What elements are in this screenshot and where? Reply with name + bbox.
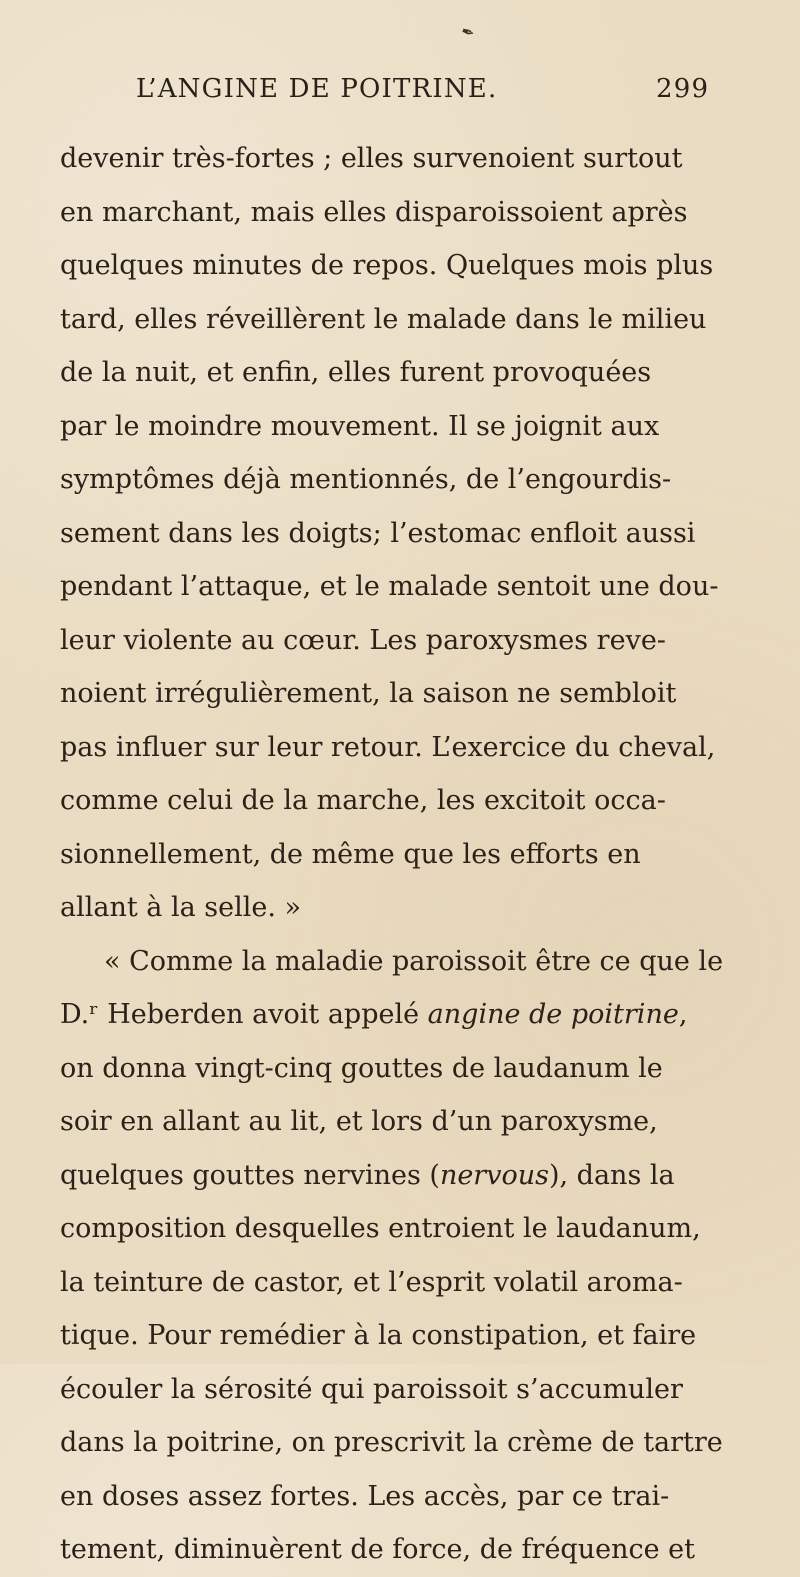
running-header [136, 74, 736, 114]
text-line [60, 186, 770, 240]
line-text: quelques gouttes nervines ( [60, 1159, 440, 1191]
ink-mark: ✒ [458, 21, 478, 44]
line-text: tement, diminuèrent de force, de fréquence et [60, 1534, 695, 1565]
line-text: la teinture de castor, et l’esprit volatil aroma- [60, 1266, 683, 1298]
italic-term: angine de poitrine [427, 999, 679, 1030]
line-text: noient irrégulièrement, la saison ne sembloit [60, 678, 677, 709]
line-text: tique. Pour remédier à la constipation, et faire [60, 1320, 697, 1351]
line-text: D.ʳ Heberden avoit appelé [60, 999, 428, 1030]
line-text: « Comme la maladie paroissoit être ce que le [104, 945, 724, 977]
line-text: , [678, 999, 688, 1030]
text-line [60, 1416, 770, 1470]
line-text: écouler la sérosité qui paroissoit s’accumuler [60, 1373, 683, 1405]
line-text: en marchant, mais elles disparoissoient après [60, 196, 688, 228]
line-text: sement dans les doigts; l’estomac enfloit aussi [60, 517, 696, 549]
text-line [60, 667, 770, 721]
line-text: soir en allant au lit, et lors d’un paroxysme, [60, 1106, 658, 1137]
line-text: leur violente au cœur. Les paroxysmes reve- [60, 624, 666, 656]
line-text: pendant l’attaque, et le malade sentoit une dou- [60, 571, 719, 602]
line-text: ), dans la [548, 1159, 675, 1191]
line-text: symptômes déjà mentionnés, de l’engourdis- [60, 464, 672, 495]
line-text: tard, elles réveillèrent le malade dans le milieu [60, 303, 707, 335]
line-text: composition desquelles entroient le laudanum, [60, 1213, 701, 1244]
text-line [60, 1470, 770, 1524]
text-line [60, 881, 770, 935]
paragraph-start-line [60, 935, 800, 989]
line-text: dans la poitrine, on prescrivit la crème de tartre [60, 1427, 723, 1458]
text-line [60, 293, 770, 347]
text-line [60, 1363, 770, 1417]
page-number: 299 [656, 74, 710, 104]
italic-term: nervous [439, 1159, 549, 1191]
text-line [60, 400, 770, 454]
body-text [60, 132, 770, 1577]
text-line [60, 774, 770, 828]
text-line [60, 614, 770, 668]
text-line [60, 1149, 770, 1203]
line-text: par le moindre mouvement. Il se joignit aux [60, 410, 660, 442]
line-text: pas influer sur leur retour. L’exercice du cheval, [60, 731, 716, 763]
line-text: comme celui de la marche, les excitoit occa- [60, 785, 666, 816]
line-text: allant à la selle. » [60, 892, 302, 923]
running-head-title: L’ANGINE DE POITRINE. [136, 74, 498, 104]
text-line [60, 453, 770, 507]
line-text: quelques minutes de repos. Quelques mois plus [60, 250, 714, 281]
text-line [60, 1202, 770, 1256]
text-line [60, 1042, 770, 1096]
text-line [60, 1523, 770, 1577]
text-line [60, 988, 770, 1042]
text-line [60, 1309, 770, 1363]
text-line [60, 560, 770, 614]
text-line [60, 132, 770, 186]
text-line [60, 1256, 770, 1310]
text-line [60, 507, 770, 561]
text-line [60, 721, 770, 775]
line-text: devenir très-fortes ; elles survenoient surtout [60, 143, 683, 174]
text-line [60, 346, 770, 400]
line-text: sionnellement, de même que les efforts en [60, 838, 641, 870]
line-text: de la nuit, et enfin, elles furent provoquées [60, 357, 652, 388]
text-line [60, 828, 770, 882]
line-text: en doses assez fortes. Les accès, par ce trai- [60, 1480, 670, 1512]
text-line [60, 1095, 770, 1149]
text-line [60, 239, 770, 293]
line-text: on donna vingt-cinq gouttes de laudanum le [60, 1052, 663, 1084]
